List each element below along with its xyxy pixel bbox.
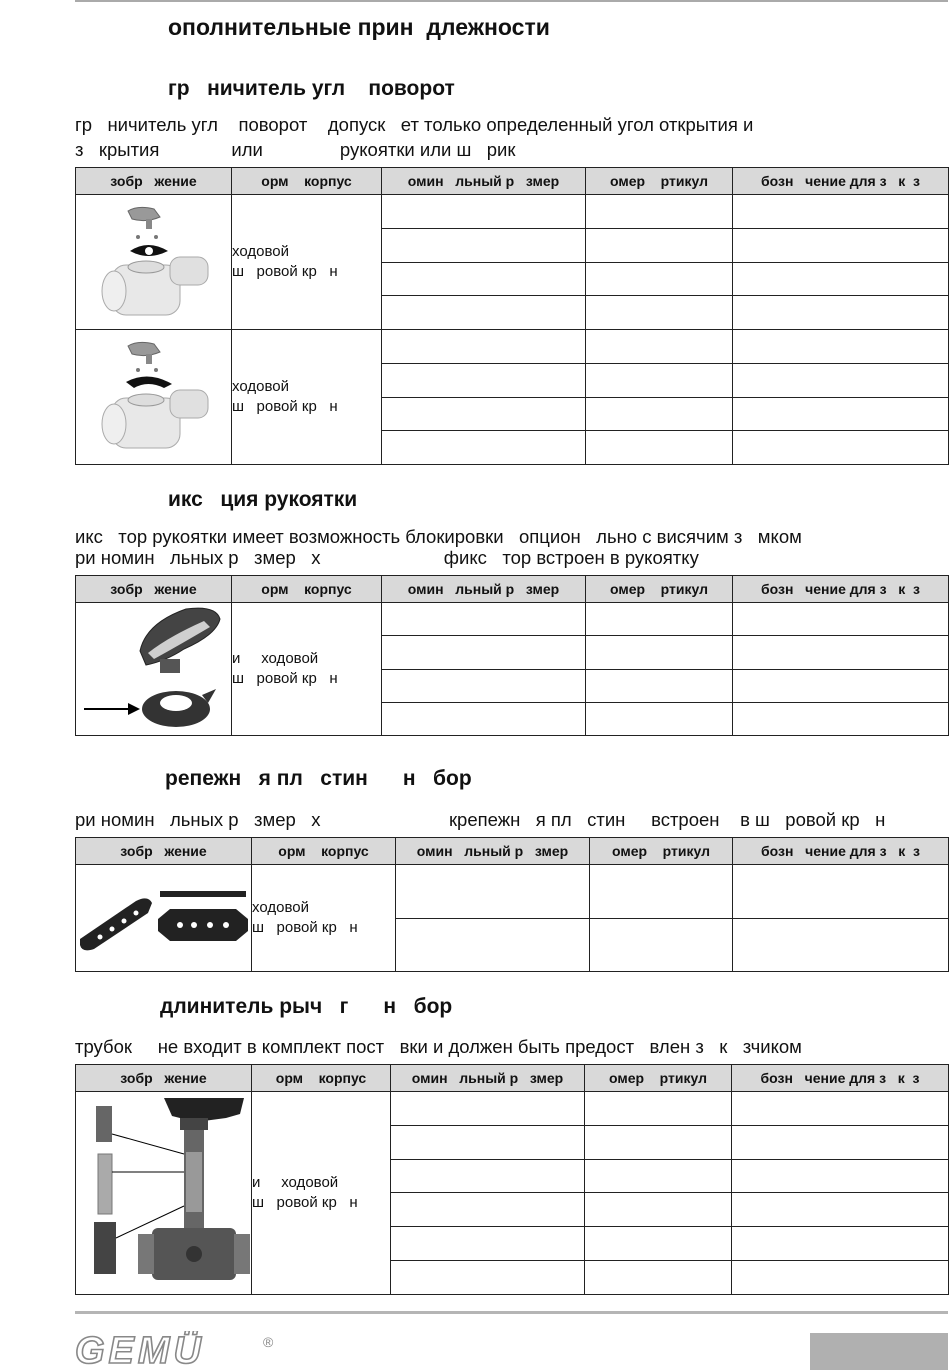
article-number-cell [586,228,733,262]
article-number-cell [585,1125,732,1159]
order-code-cell [732,1261,949,1295]
nominal-size-cell [382,363,586,397]
nominal-size-cell [396,918,590,972]
section-title-handle-lock: икс ция рукоятки [168,488,358,511]
header-order-code: бозн чение для з к з [733,168,949,195]
order-code-cell [733,262,949,296]
nominal-size-cell [382,431,586,465]
article-number-cell [585,1193,732,1227]
page-number-box [810,1333,948,1370]
nominal-size-cell [391,1227,585,1261]
section-title-lever-extension: длинитель рыч г н бор [160,995,453,1018]
order-code-cell [733,397,949,431]
nominal-size-cell [391,1159,585,1193]
article-number-cell [586,636,733,669]
header-body-type: орм корпус [232,168,382,195]
order-code-cell [732,1193,949,1227]
order-code-cell [733,363,949,397]
footer-rule [75,1311,948,1314]
header-body-type: орм корпус [232,576,382,603]
nominal-size-cell [382,262,586,296]
handle-lock-image [76,603,232,736]
nominal-size-cell [382,636,586,669]
nominal-size-cell [391,1193,585,1227]
header-order-code: бозн чение для з к з [732,1065,949,1092]
header-article-number: омер ртикул [590,838,733,865]
header-image: зобр жение [76,576,232,603]
article-number-cell [585,1159,732,1193]
nominal-size-cell [382,603,586,636]
body-type-text: ходовой ш ровой кр н [252,865,396,972]
order-code-cell [733,228,949,262]
article-number-cell [586,431,733,465]
order-code-cell [732,1125,949,1159]
article-number-cell [586,363,733,397]
table-row [76,330,949,364]
table-row [76,195,949,229]
svg-text:GEMÜ: GEMÜ [75,1331,205,1369]
header-article-number: омер ртикул [586,168,733,195]
section-description-line: икс тор рукоятки имеет возможность блокировки опцион льно с висячим з мком [75,526,802,547]
mounting-plate-image [76,865,252,972]
page-title: ополнительные прин длежности [168,14,550,40]
article-number-cell [586,296,733,330]
section-title-angle-limiter: гр ничитель угл поворот [168,77,455,100]
table-row [76,1092,949,1126]
header-nominal-size: омин льный р змер [382,576,586,603]
nominal-size-cell [382,195,586,229]
table-header-row [76,838,949,865]
body-type-text: и ходовой ш ровой кр н [232,603,382,736]
section-description-line: з крытия или рукоятки или ш рик [75,139,516,160]
svg-text:®: ® [263,1334,274,1350]
nominal-size-cell [382,702,586,735]
article-number-cell [585,1092,732,1126]
order-code-cell [732,1159,949,1193]
order-code-cell [733,296,949,330]
order-code-cell [733,603,949,636]
section-description-line: гр ничитель угл поворот допуск ет только определенный угол открытия и [75,114,754,135]
order-code-cell [733,636,949,669]
top-rule [75,0,948,2]
header-image: зобр жение [76,838,252,865]
order-code-cell [733,865,949,919]
section-description-line: ри номин льных р змер х крепежн я пл стин встроен в ш ровой кр н [75,809,886,830]
order-code-cell [732,1092,949,1126]
header-body-type: орм корпус [252,838,396,865]
table-header-row [76,1065,949,1092]
header-article-number: омер ртикул [585,1065,732,1092]
order-code-cell [733,330,949,364]
order-code-cell [733,431,949,465]
nominal-size-cell [391,1092,585,1126]
header-body-type: орм корпус [252,1065,391,1092]
nominal-size-cell [382,397,586,431]
body-type-text: ходовой ш ровой кр н [232,195,382,330]
lever-extension-image [76,1092,252,1295]
header-nominal-size: омин льный р змер [391,1065,585,1092]
section-title-mounting-plate: репежн я пл стин н бор [165,767,472,790]
table-header-row [76,168,949,195]
header-image: зобр жение [76,168,232,195]
table-row [76,603,949,636]
order-code-cell [732,1227,949,1261]
article-number-cell [586,330,733,364]
nominal-size-cell [382,228,586,262]
nominal-size-cell [382,330,586,364]
angle-limiter-valve-image [76,195,232,330]
article-number-cell [585,1261,732,1295]
article-number-cell [586,195,733,229]
order-code-cell [733,918,949,972]
body-type-text: ходовой ш ровой кр н [232,330,382,465]
article-number-cell [590,918,733,972]
angle-limiter-valve-image [76,330,232,465]
header-nominal-size: омин льный р змер [382,168,586,195]
article-number-cell [586,603,733,636]
header-nominal-size: омин льный р змер [396,838,590,865]
gemu-logo [75,1331,285,1369]
article-number-cell [586,262,733,296]
article-number-cell [590,865,733,919]
section-description-line: трубок не входит в комплект пост вки и должен быть предост влен з к зчиком [75,1036,802,1057]
section-description-line: ри номин льных р змер х фикс тор встроен в рукоятку [75,547,699,568]
order-code-cell [733,702,949,735]
handle-lock-table [75,575,949,736]
nominal-size-cell [391,1261,585,1295]
order-code-cell [733,195,949,229]
nominal-size-cell [382,296,586,330]
nominal-size-cell [391,1125,585,1159]
nominal-size-cell [396,865,590,919]
table-row [76,865,949,919]
header-image: зобр жение [76,1065,252,1092]
header-order-code: бозн чение для з к з [733,838,949,865]
angle-limiter-table [75,167,949,465]
article-number-cell [586,397,733,431]
order-code-cell [733,669,949,702]
header-article-number: омер ртикул [586,576,733,603]
article-number-cell [586,702,733,735]
article-number-cell [585,1227,732,1261]
nominal-size-cell [382,669,586,702]
article-number-cell [586,669,733,702]
header-order-code: бозн чение для з к з [733,576,949,603]
table-header-row [76,576,949,603]
body-type-text: и ходовой ш ровой кр н [252,1092,391,1295]
lever-extension-table [75,1064,949,1295]
mounting-plate-table [75,837,949,972]
